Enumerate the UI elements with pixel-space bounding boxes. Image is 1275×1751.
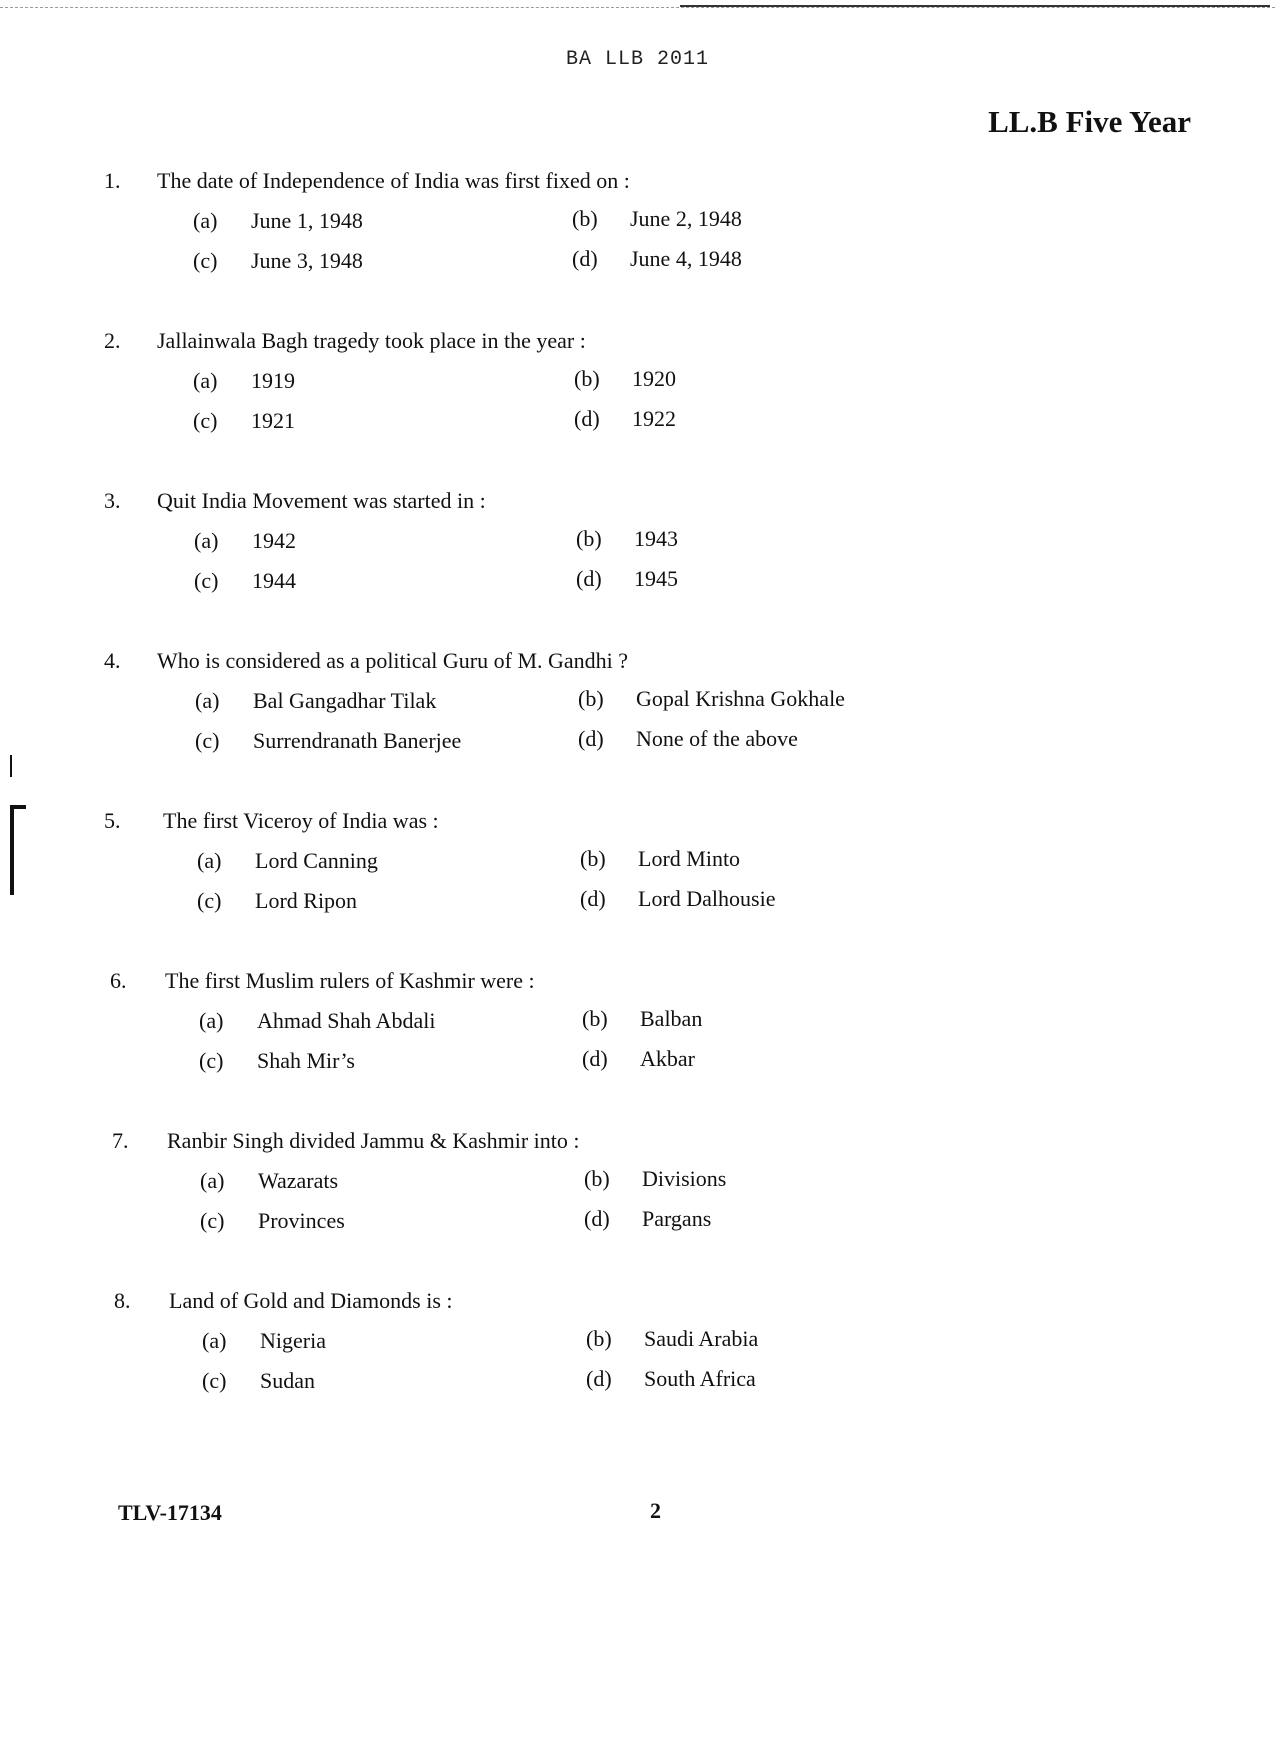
- question-text: The first Viceroy of India was :: [163, 808, 439, 833]
- option-b: (b) Divisions: [584, 1166, 727, 1191]
- option-b: (b) Saudi Arabia: [586, 1326, 759, 1351]
- question-text: Jallainwala Bagh tragedy took place in the year :: [157, 328, 586, 353]
- option-c: (c) Sudan: [202, 1368, 315, 1393]
- question-text: Who is considered as a political Guru of M. Gandhi ?: [157, 648, 629, 673]
- option-a: (a) Wazarats: [200, 1168, 339, 1193]
- question-text: The first Muslim rulers of Kashmir were :: [165, 968, 535, 993]
- option-c: (c) June 3, 1948: [193, 248, 363, 273]
- option-b: (b) June 2, 1948: [572, 206, 742, 231]
- question-number: 4.: [104, 648, 121, 673]
- option-c: (c) Provinces: [200, 1208, 345, 1233]
- option-c: (c) Shah Mir’s: [199, 1048, 355, 1073]
- option-b: (b) 1943: [576, 526, 678, 551]
- question-text: Land of Gold and Diamonds is :: [169, 1288, 453, 1313]
- option-a: (a) Ahmad Shah Abdali: [199, 1008, 436, 1033]
- option-a: (a) 1919: [193, 368, 295, 393]
- option-d: (d) Pargans: [584, 1206, 712, 1231]
- option-d: (d) South Africa: [586, 1366, 756, 1391]
- question-number: 7.: [112, 1128, 129, 1153]
- option-d: (d) 1922: [574, 406, 676, 431]
- option-d: (d) June 4, 1948: [572, 246, 742, 271]
- option-a: (a) June 1, 1948: [193, 208, 363, 233]
- question-number: 3.: [104, 488, 121, 513]
- option-a: (a) Lord Canning: [197, 848, 378, 873]
- option-d: (d) Akbar: [582, 1046, 695, 1071]
- scan-top-rule: [680, 5, 1270, 7]
- question-text: The date of Independence of India was first fixed on :: [157, 168, 630, 193]
- scan-mark: [10, 805, 26, 809]
- option-a: (a) Nigeria: [202, 1328, 326, 1353]
- option-b: (b) Balban: [582, 1006, 703, 1031]
- scan-mark: [10, 755, 12, 777]
- option-d: (d) 1945: [576, 566, 678, 591]
- page-number: 2: [650, 1498, 661, 1523]
- question-number: 1.: [104, 168, 121, 193]
- scan-mark: [10, 805, 14, 895]
- option-a: (a) Bal Gangadhar Tilak: [195, 688, 437, 713]
- option-c: (c) 1921: [193, 408, 295, 433]
- option-b: (b) 1920: [574, 366, 676, 391]
- option-a: (a) 1942: [194, 528, 296, 553]
- question-number: 5.: [104, 808, 121, 833]
- exam-code: BA LLB 2011: [565, 48, 710, 71]
- option-d: (d) None of the above: [578, 726, 798, 751]
- option-b: (b) Gopal Krishna Gokhale: [578, 686, 845, 711]
- option-c: (c) 1944: [194, 568, 296, 593]
- question-text: Quit India Movement was started in :: [157, 488, 486, 513]
- option-b: (b) Lord Minto: [580, 846, 741, 871]
- question-text: Ranbir Singh divided Jammu & Kashmir into :: [167, 1128, 580, 1153]
- paper-code: TLV-17134: [118, 1500, 222, 1525]
- option-d: (d) Lord Dalhousie: [580, 886, 776, 911]
- question-number: 6.: [110, 968, 127, 993]
- course-title: LL.B Five Year: [988, 104, 1191, 139]
- question-number: 8.: [114, 1288, 131, 1313]
- option-c: (c) Surrendranath Banerjee: [195, 728, 462, 753]
- scan-top-border: [0, 7, 1275, 10]
- option-c: (c) Lord Ripon: [197, 888, 358, 913]
- question-number: 2.: [104, 328, 121, 353]
